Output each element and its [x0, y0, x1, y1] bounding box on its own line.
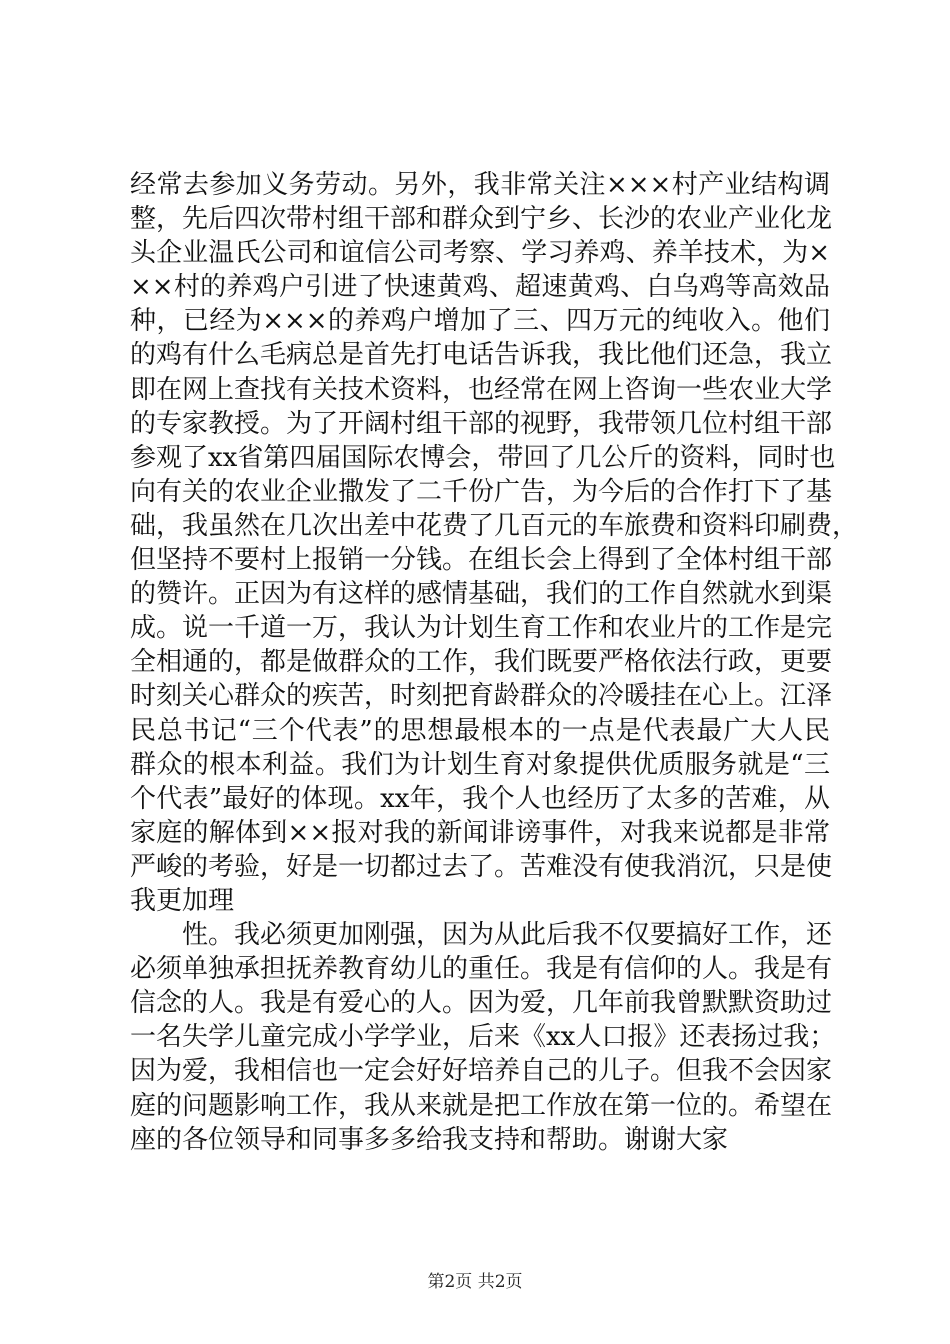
text-line: 头企业温氏公司和谊信公司考察、学习养鸡、养羊技术，为× [130, 238, 830, 269]
text-line: 的鸡有什么毛病总是首先打电话告诉我，我比他们还急，我立 [130, 340, 833, 371]
paragraph-2 [130, 918, 836, 1157]
text-line: 一名失学儿童完成小学学业，后来《xx人口报》还表扬过我； [130, 1022, 836, 1053]
text-line: 全相通的，都是做群众的工作，我们既要严格依法行政，更要 [130, 647, 833, 678]
text-line: 时刻关心群众的疾苦，时刻把育龄群众的冷暖挂在心上。江泽 [130, 681, 833, 712]
paragraph-1 [130, 168, 859, 918]
text-line: 群众的根本利益。我们为计划生育对象提供优质服务就是“三 [130, 749, 830, 780]
text-line: 经常去参加义务劳动。另外，我非常关注×××村产业结构调 [130, 170, 830, 200]
text-line: 整，先后四次带村组干部和群众到宁乡、长沙的农业产业化龙 [130, 204, 833, 235]
text-line: 即在网上查找有关技术资料，也经常在网上咨询一些农业大学 [130, 374, 833, 405]
text-line: 但坚持不要村上报销一分钱。在组长会上得到了全体村组干部 [130, 545, 833, 576]
text-line: 因为爱，我相信也一定会好好培养自己的儿子。但我不会因家 [130, 1056, 833, 1087]
text-line: 的专家教授。为了开阔村组干部的视野，我带领几位村组干部 [130, 408, 833, 439]
text-line: 座的各位领导和同事多多给我支持和帮助。谢谢大家 [130, 1124, 729, 1155]
text-line: 庭的问题影响工作，我从来就是把工作放在第一位的。希望在 [130, 1090, 833, 1121]
text-line: 种，已经为×××的养鸡户增加了三、四万元的纯收入。他们 [130, 306, 830, 337]
text-line: 向有关的农业企业撒发了二千份广告，为今后的合作打下了基 [130, 476, 833, 507]
text-line: ××村的养鸡户引进了快速黄鸡、超速黄鸡、白乌鸡等高效品 [130, 272, 830, 303]
page-number-footer: 第2页 共2页 [427, 1272, 523, 1292]
text-line: 必须单独承担抚养教育幼儿的重任。我是有信仰的人。我是有 [130, 954, 833, 985]
text-line: 我更加理 [130, 885, 235, 916]
text-line: 成。说一千道一万，我认为计划生育工作和农业片的工作是完 [130, 613, 833, 644]
text-line: 严峻的考验，好是一切都过去了。苦难没有使我消沉，只是使 [130, 851, 833, 882]
text-line: 民总书记“三个代表”的思想最根本的一点是代表最广大人民 [130, 715, 830, 746]
text-line: 性。我必须更加刚强，因为从此后我不仅要搞好工作，还 [182, 920, 833, 951]
text-line: 个代表”最好的体现。xx年，我个人也经历了太多的苦难，从 [130, 783, 830, 814]
text-line: 础，我虽然在几次出差中花费了几百元的车旅费和资料印刷费， [130, 510, 859, 541]
text-line: 家庭的解体到××报对我的新闻诽谤事件，对我来说都是非常 [130, 817, 830, 848]
text-line: 的赞许。正因为有这样的感情基础，我们的工作自然就水到渠 [130, 579, 833, 610]
text-line: 参观了xx省第四届国际农博会，带回了几公斤的资料，同时也 [130, 442, 836, 473]
body-text [130, 168, 859, 1157]
text-line: 信念的人。我是有爱心的人。因为爱，几年前我曾默默资助过 [130, 988, 833, 1019]
